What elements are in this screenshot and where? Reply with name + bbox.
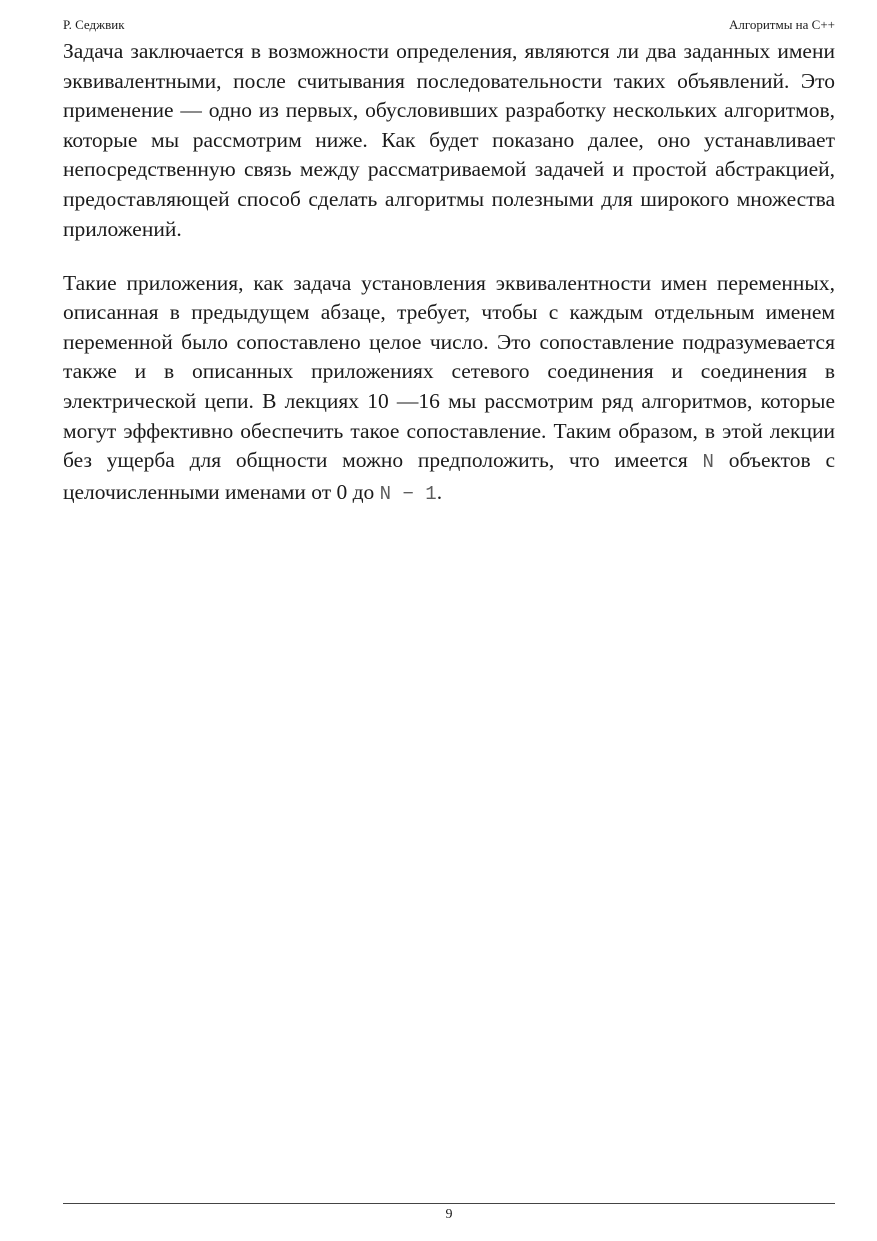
footer-divider bbox=[63, 1203, 835, 1204]
paragraph-2-text-middle: объектов с целочисленными именами от 0 до bbox=[63, 448, 835, 504]
page-number: 9 bbox=[445, 1207, 453, 1222]
code-n: N bbox=[702, 451, 714, 474]
code-n-minus-1: N − 1 bbox=[379, 482, 437, 505]
header-author: Р. Седжвик bbox=[63, 17, 125, 32]
paragraph-1: Задача заключается в возможности определения, являются ли два заданных имени эквивалентными, после считывания последовательности таких объявлений. Это применение — одно из первых, обусловивших разработку нескольких алгоритмов, которые мы рассмотрим ниже. Как будет показано далее, оно устанавливает непосредственную связь между рассматриваемой задачей и простой абстракцией, предоставляющей способ сделать алгоритмы полезными для широкого множества приложений. bbox=[63, 39, 835, 241]
paragraph-2 bbox=[63, 269, 835, 510]
page-header bbox=[63, 16, 835, 34]
paragraph-2-text-end: . bbox=[436, 479, 443, 504]
header-book-title: Алгоритмы на C++ bbox=[728, 17, 835, 32]
paragraph-2-text-before: Такие приложения, как задача установления эквивалентности имен переменных, описанная в предыдущем абзаце, требует, чтобы с каждым отдельным именем переменной было сопоставлено целое число. Это сопоставление подразумевается также и в описанных приложениях сетевого соединения и соединения в электрической цепи. В лекциях 10 —16 мы рассмотрим ряд алгоритмов, которые могут эффективно обеспечить такое сопоставление. Таким образом, в этой лекции без ущерба для общности можно предположить, что имеется bbox=[63, 270, 835, 473]
page-content bbox=[63, 37, 835, 509]
